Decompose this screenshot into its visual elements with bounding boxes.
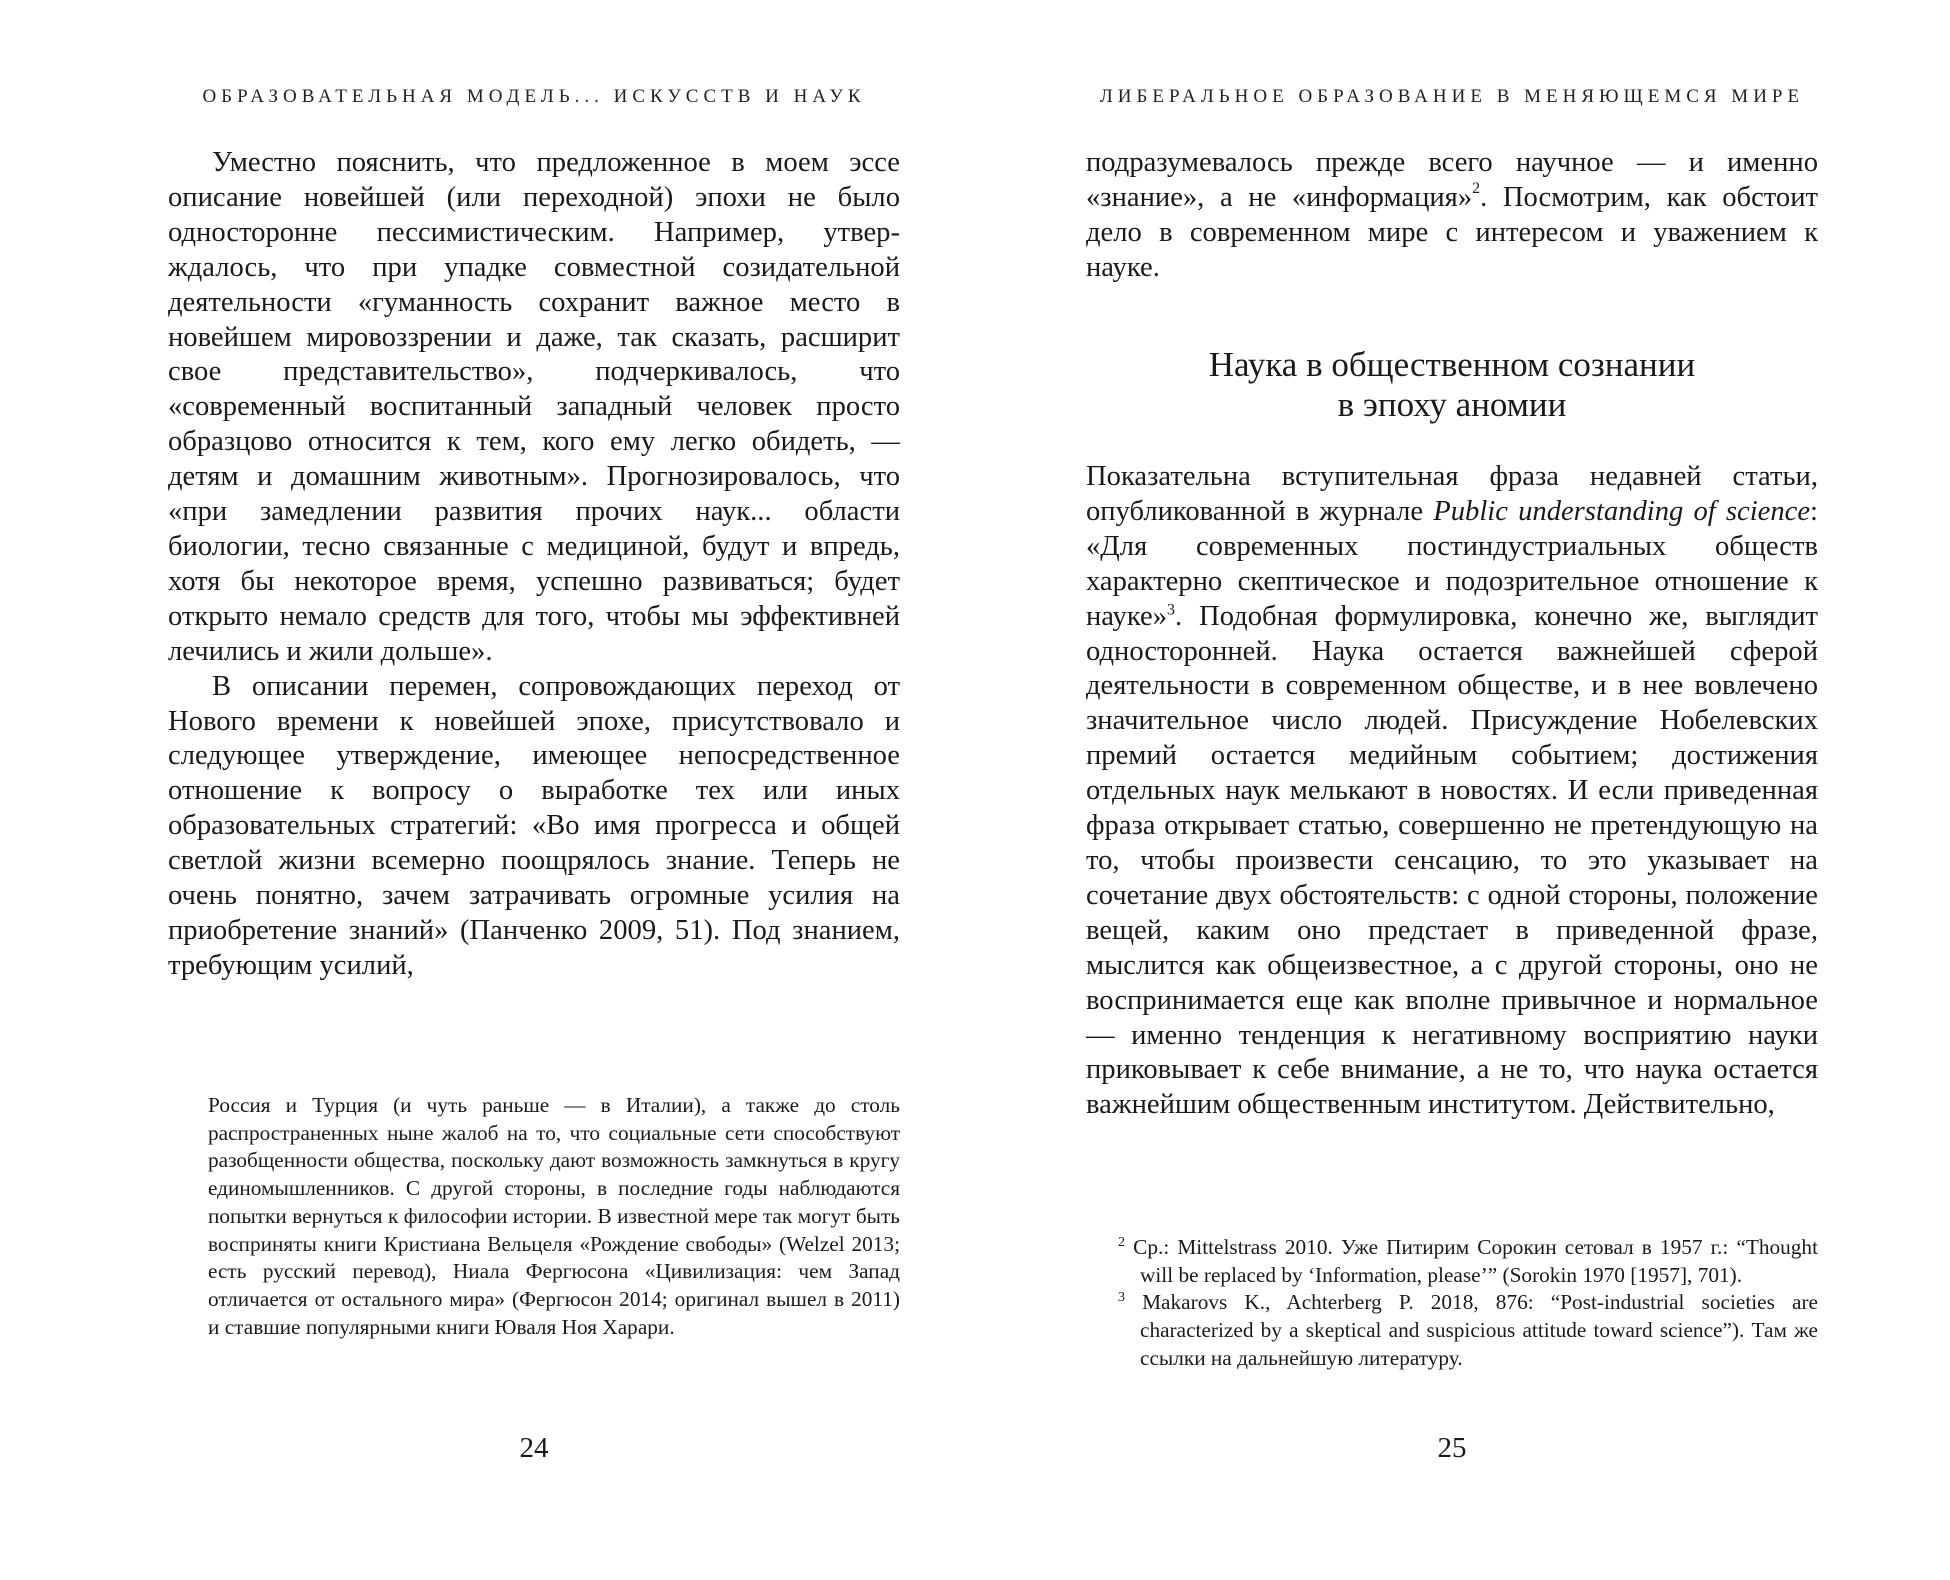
footnote-ref-2: 2 [1472,180,1481,198]
section-heading-line-2: в эпоху аномии [1337,385,1567,424]
right-continuation-text [1086,146,1818,286]
right-paragraph-part-3: . Подобная формулировка, конечно же, выглядит односторонней. Наука остается важнейшей сферой деятельности в современном обществе, и в нее вовлечено значительное число людей. Присуждение Нобелевских премий остается медийным событием; достижения отдельных наук мелькают в новостях. И если приведенная фраза открывает статью, совершенно не претендующую на то, чтобы произвести сенсацию, то это указывает на сочетание двух обстоятельств: с одной стороны, положение вещей, каким оно предстает в приведенной фразе, мыслится как общеизвестное, а с другой стороны, оно не воспринимается еще как вполне привычное и нормальное — именно тенденция к негативному восприятию науки приковывает к себе внимание, а не то, что наука остается важнейшим общественным институтом. Действительно, [1086,600,1818,1121]
footnote-2-mark: 2 [1118,1234,1125,1250]
footnote-ref-3: 3 [1167,601,1176,619]
section-heading [1086,345,1818,425]
left-paragraph-2: В описании перемен, сопровождающих переход от Нового времени к новейшей эпохе, присутствовало и следующее утверждение, имеющее непосредственное отношение к вопросу о выработке тех или иных образовательных стратегий: «Во имя прогресса и общей светлой жизни всемерно поощрялось знание. Теперь не очень понятно, зачем затрачивать огромные усилия на приобретение знаний» (Панченко 2009, 51). Под знанием, требующим усилий, [168,670,900,981]
right-footnotes [1118,1234,1818,1373]
left-page-number: 24 [519,1432,549,1464]
footnote-3-text: Makarovs K., Achterberg P. 2018, 876: “Post-industrial societies are characterized by a skeptical and suspicious attitude toward science”). Там же ссылки на дальнейшую литературу. [1140,1290,1818,1370]
left-paragraph-1: Уместно пояснить, что предложенное в моем эссе описание новейшей (или переходной) эпохи не было односторонне пессимистическим. Например, утверждалось, что при упадке совместной созидательной деятельности «гуманность сохранит важное место в новейшем мировоззрении и даже, так сказать, расширит свое представительство», подчеркивалось, что «современный воспитанный западный человек просто образцово относится к тем, кого ему легко обидеть, — детям и домашним животным». Прогнозировалось, что «при замедлении развития прочих наук... области биологии, тесно связанные с медициной, будут и впредь, хотя бы некоторое время, успешно развиваться; будет открыто немало средств для того, чтобы мы эффективней лечились и жили дольше». [168,147,900,667]
left-page [168,0,900,1580]
right-paragraph-part-1: Показательна вступительная фраза недавней статьи, опубликованной в журнале [1086,461,1818,527]
footnote-3 [1118,1289,1818,1372]
right-paragraph-part-2: : «Для современных постиндустриальных обществ характерно скептическое и подозрительное отношение к науке» [1086,495,1818,632]
left-body-text [168,146,900,984]
footnote-3-mark: 3 [1118,1290,1125,1306]
left-footnote [208,1092,900,1341]
journal-title: Public understanding of science [1433,495,1811,527]
right-paragraph [1086,460,1818,1123]
right-page-number: 25 [1437,1432,1467,1464]
right-continuation-paragraph [1086,146,1818,286]
left-footnote-text: Россия и Турция (и чуть раньше — в Италии), а также до столь распространенных ныне жалоб на то, что социальные сети способствуют разобщенности общества, поскольку дают возможность замкнуться в кругу единомышленников. С другой стороны, в последние годы наблюдаются попытки вернуться к философии истории. В известной мере так могут быть восприняты книги Кристиана Вельцеля «Рождение свободы» (Welzel 2013; есть русский перевод), Ниала Фергюсона «Цивилизация: чем Запад отличается от остального мира» (Фергюсон 2014; оригинал вышел в 2011) и ставшие популярными книги Юваля Ноя Харари. [208,1093,900,1339]
right-running-head: ЛИБЕРАЛЬНОЕ ОБРАЗОВАНИЕ В МЕНЯЮЩЕМСЯ МИРЕ [1099,86,1805,107]
left-running-head: ОБРАЗОВАТЕЛЬНАЯ МОДЕЛЬ... ИСКУССТВ И НАУК [202,86,866,107]
footnote-2 [1118,1234,1818,1289]
section-heading-line-1: Наука в общественном сознании [1208,345,1696,384]
footnote-2-text: Ср.: Mittelstrass 2010. Уже Питирим Сорокин сетовал в 1957 г.: “Thought will be replaced by ‘Information, please’” (Sorokin 1970 [1957], 701). [1133,1235,1818,1287]
continuation-text-b: . Посмотрим, как обстоит дело в современном мире с интересом и уважением к науке. [1086,181,1818,283]
continuation-text-a: подразумевалось прежде всего научное — и именно «знание», а не «информация» [1086,147,1818,213]
right-page [1086,0,1818,1580]
